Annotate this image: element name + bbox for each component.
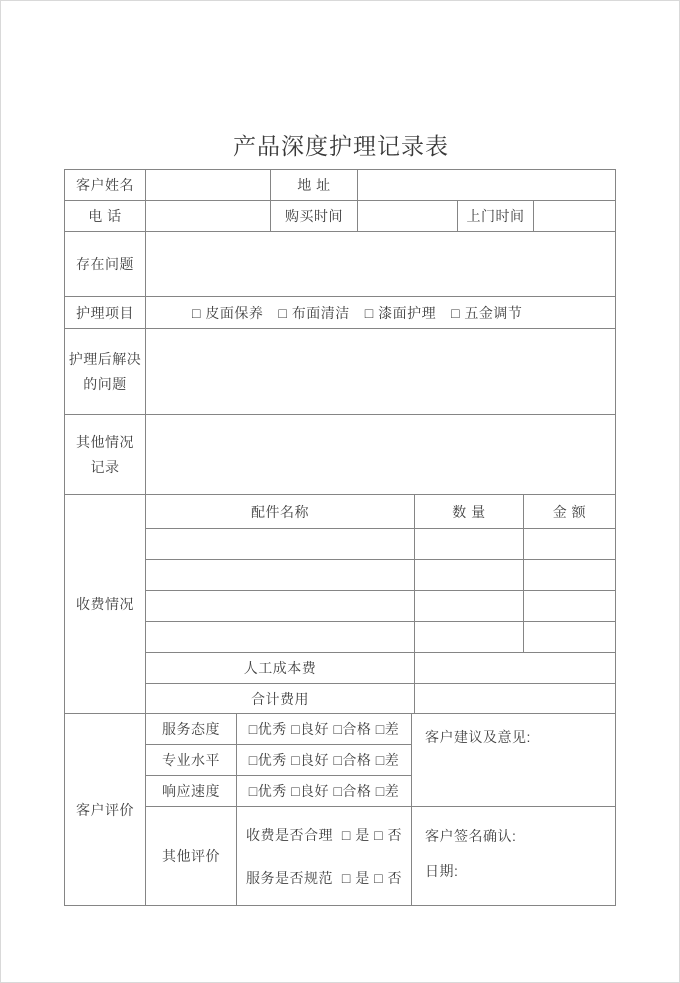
evaluation-right-column <box>412 714 616 906</box>
charges-subtable <box>146 495 616 714</box>
amount-field[interactable] <box>524 529 616 560</box>
amount-field[interactable] <box>524 591 616 622</box>
service-attitude-rating-checkboxes[interactable]: □优秀 □良好 □合格 □差 <box>237 714 412 745</box>
other-record-field[interactable] <box>146 415 616 495</box>
row-solved-problems <box>65 329 616 415</box>
care-option-paint-checkbox[interactable]: □ 漆面护理 <box>364 304 437 321</box>
fee-reasonable-line <box>237 825 411 845</box>
customer-suggestions-field[interactable] <box>412 714 616 807</box>
visit-time-label: 上门时间 <box>458 201 534 232</box>
service-standard-yes-no-checkboxes[interactable]: □ 是 □ 否 <box>341 869 402 886</box>
charges-empty-row <box>146 560 616 591</box>
quantity-field[interactable] <box>415 560 524 591</box>
response-speed-rating-checkboxes[interactable]: □优秀 □良好 □合格 □差 <box>237 776 412 807</box>
phone-label: 电 话 <box>65 201 146 232</box>
charges-empty-row <box>146 591 616 622</box>
other-evaluation-items <box>237 807 412 906</box>
service-standard-line <box>237 868 411 888</box>
row-care-items <box>65 297 616 329</box>
care-option-hardware-checkbox[interactable]: □ 五金调节 <box>451 304 523 321</box>
row-customer <box>65 170 616 201</box>
fee-reasonable-label: 收费是否合理 <box>246 826 333 843</box>
amount-field[interactable] <box>524 622 616 653</box>
quantity-field[interactable] <box>415 529 524 560</box>
section-evaluation <box>65 714 616 906</box>
accessory-name-field[interactable] <box>146 591 415 622</box>
quantity-header: 数 量 <box>415 495 524 529</box>
accessory-name-field[interactable] <box>146 560 415 591</box>
customer-signature-label: 客户签名确认: <box>425 828 517 844</box>
purchase-time-label: 购买时间 <box>271 201 358 232</box>
care-option-leather-checkbox[interactable]: □ 皮面保养 <box>192 304 264 321</box>
care-items-options <box>146 297 616 329</box>
charges-empty-row <box>146 529 616 560</box>
date-label: 日期: <box>425 863 459 879</box>
row-existing-problems <box>65 232 616 297</box>
other-evaluation-label: 其他评价 <box>146 807 237 906</box>
accessory-name-field[interactable] <box>146 622 415 653</box>
row-phone <box>65 201 616 232</box>
solved-problems-field[interactable] <box>146 329 616 415</box>
accessory-name-header: 配件名称 <box>146 495 415 529</box>
fee-reasonable-yes-no-checkboxes[interactable]: □ 是 □ 否 <box>341 826 402 843</box>
labor-cost-row <box>146 653 616 684</box>
customer-name-label: 客户姓名 <box>65 170 146 201</box>
phone-field[interactable] <box>146 201 271 232</box>
address-label: 地 址 <box>271 170 358 201</box>
rating-row-service-attitude <box>146 714 412 745</box>
purchase-time-field[interactable] <box>358 201 458 232</box>
form-table <box>64 169 616 906</box>
labor-cost-field[interactable] <box>415 653 616 684</box>
form-title: 产品深度护理记录表 <box>233 133 449 159</box>
quantity-field[interactable] <box>415 591 524 622</box>
customer-suggestions-label: 客户建议及意见: <box>425 729 531 745</box>
total-fee-row <box>146 684 616 714</box>
visit-time-field[interactable] <box>534 201 616 232</box>
amount-field[interactable] <box>524 560 616 591</box>
labor-cost-label: 人工成本费 <box>146 653 415 684</box>
other-evaluation-row <box>146 807 412 906</box>
section-charges <box>65 495 616 714</box>
service-attitude-label: 服务态度 <box>146 714 237 745</box>
amount-header: 金 额 <box>524 495 616 529</box>
care-option-fabric-checkbox[interactable]: □ 布面清洁 <box>278 304 350 321</box>
care-items-label: 护理项目 <box>65 297 146 329</box>
evaluation-section-label: 客户评价 <box>65 714 146 906</box>
rating-row-professional-level <box>146 745 412 776</box>
total-fee-label: 合计费用 <box>146 684 415 714</box>
charges-section-label: 收费情况 <box>65 495 146 714</box>
row-other-record <box>65 415 616 495</box>
accessory-name-field[interactable] <box>146 529 415 560</box>
rating-row-response-speed <box>146 776 412 807</box>
charges-empty-row <box>146 622 616 653</box>
existing-problems-label: 存在问题 <box>65 232 146 297</box>
solved-problems-label: 护理后解决 的问题 <box>65 329 146 415</box>
professional-level-label: 专业水平 <box>146 745 237 776</box>
professional-level-rating-checkboxes[interactable]: □优秀 □良好 □合格 □差 <box>237 745 412 776</box>
charges-header-row <box>146 495 616 529</box>
customer-name-field[interactable] <box>146 170 271 201</box>
existing-problems-field[interactable] <box>146 232 616 297</box>
quantity-field[interactable] <box>415 622 524 653</box>
signature-date-field[interactable] <box>412 807 616 906</box>
total-fee-field[interactable] <box>415 684 616 714</box>
response-speed-label: 响应速度 <box>146 776 237 807</box>
address-field[interactable] <box>358 170 616 201</box>
other-record-label: 其他情况 记录 <box>65 415 146 495</box>
service-standard-label: 服务是否规范 <box>246 869 333 886</box>
evaluation-middle-column <box>146 714 412 906</box>
